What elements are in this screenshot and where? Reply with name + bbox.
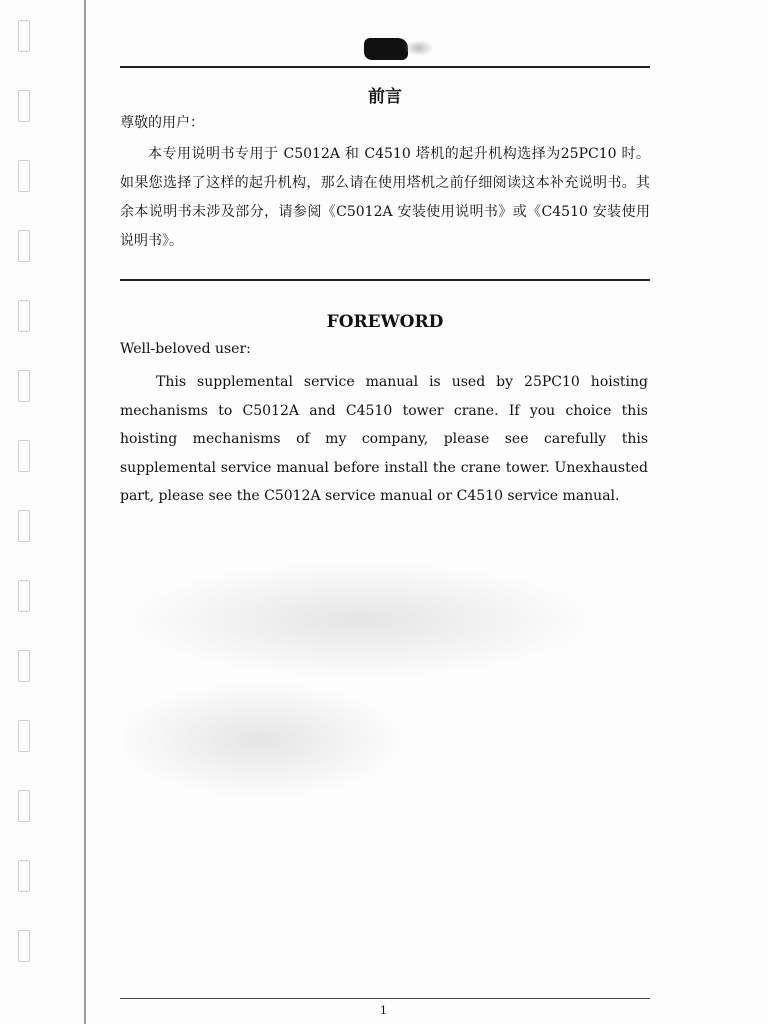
header-rule bbox=[120, 66, 650, 68]
binding-hole bbox=[18, 930, 30, 962]
english-body: This supplemental service manual is used by 25PC10 hoisting mechanisms to C5012A and C4510 tower crane. If you choice this hoisting mechanisms of my company, please see carefully this supplemental service manual before install the crane tower. Unexhausted part, please see the C5012A service manual or C4510 service manual. bbox=[120, 374, 648, 504]
binding-hole bbox=[18, 790, 30, 822]
binding-hole bbox=[18, 440, 30, 472]
chinese-title: 前言 bbox=[368, 87, 402, 107]
binding-hole bbox=[18, 580, 30, 612]
binding-hole bbox=[18, 720, 30, 752]
binding-hole bbox=[18, 160, 30, 192]
ink-smudge bbox=[404, 40, 434, 56]
redaction-mark bbox=[364, 38, 408, 60]
footer-rule bbox=[120, 998, 650, 999]
binding-hole bbox=[18, 90, 30, 122]
english-greeting: Well-beloved user: bbox=[120, 341, 251, 357]
binding-hole bbox=[18, 230, 30, 262]
binding-edge bbox=[84, 0, 86, 1024]
binding-strip bbox=[0, 0, 86, 1024]
binding-hole bbox=[18, 860, 30, 892]
page-number: 1 bbox=[380, 1004, 387, 1017]
scan-noise bbox=[110, 680, 410, 800]
scan-noise bbox=[120, 560, 600, 680]
binding-hole bbox=[18, 650, 30, 682]
chinese-greeting: 尊敬的用户： bbox=[120, 115, 204, 131]
binding-hole bbox=[18, 20, 30, 52]
chinese-body: 本专用说明书专用于 C5012A 和 C4510 塔机的起升机构选择为25PC10 时。如果您选择了这样的起升机构，那么请在使用塔机之前仔细阅读这本补充说明书。其余本说明书未涉及部分，请参阅《C5012A 安装使用说明书》或《C4510 安装使用说明书》。 bbox=[120, 146, 650, 249]
binding-hole bbox=[18, 510, 30, 542]
section-divider bbox=[120, 279, 650, 281]
binding-hole bbox=[18, 370, 30, 402]
english-title: FOREWORD bbox=[326, 312, 444, 332]
binding-hole bbox=[18, 300, 30, 332]
